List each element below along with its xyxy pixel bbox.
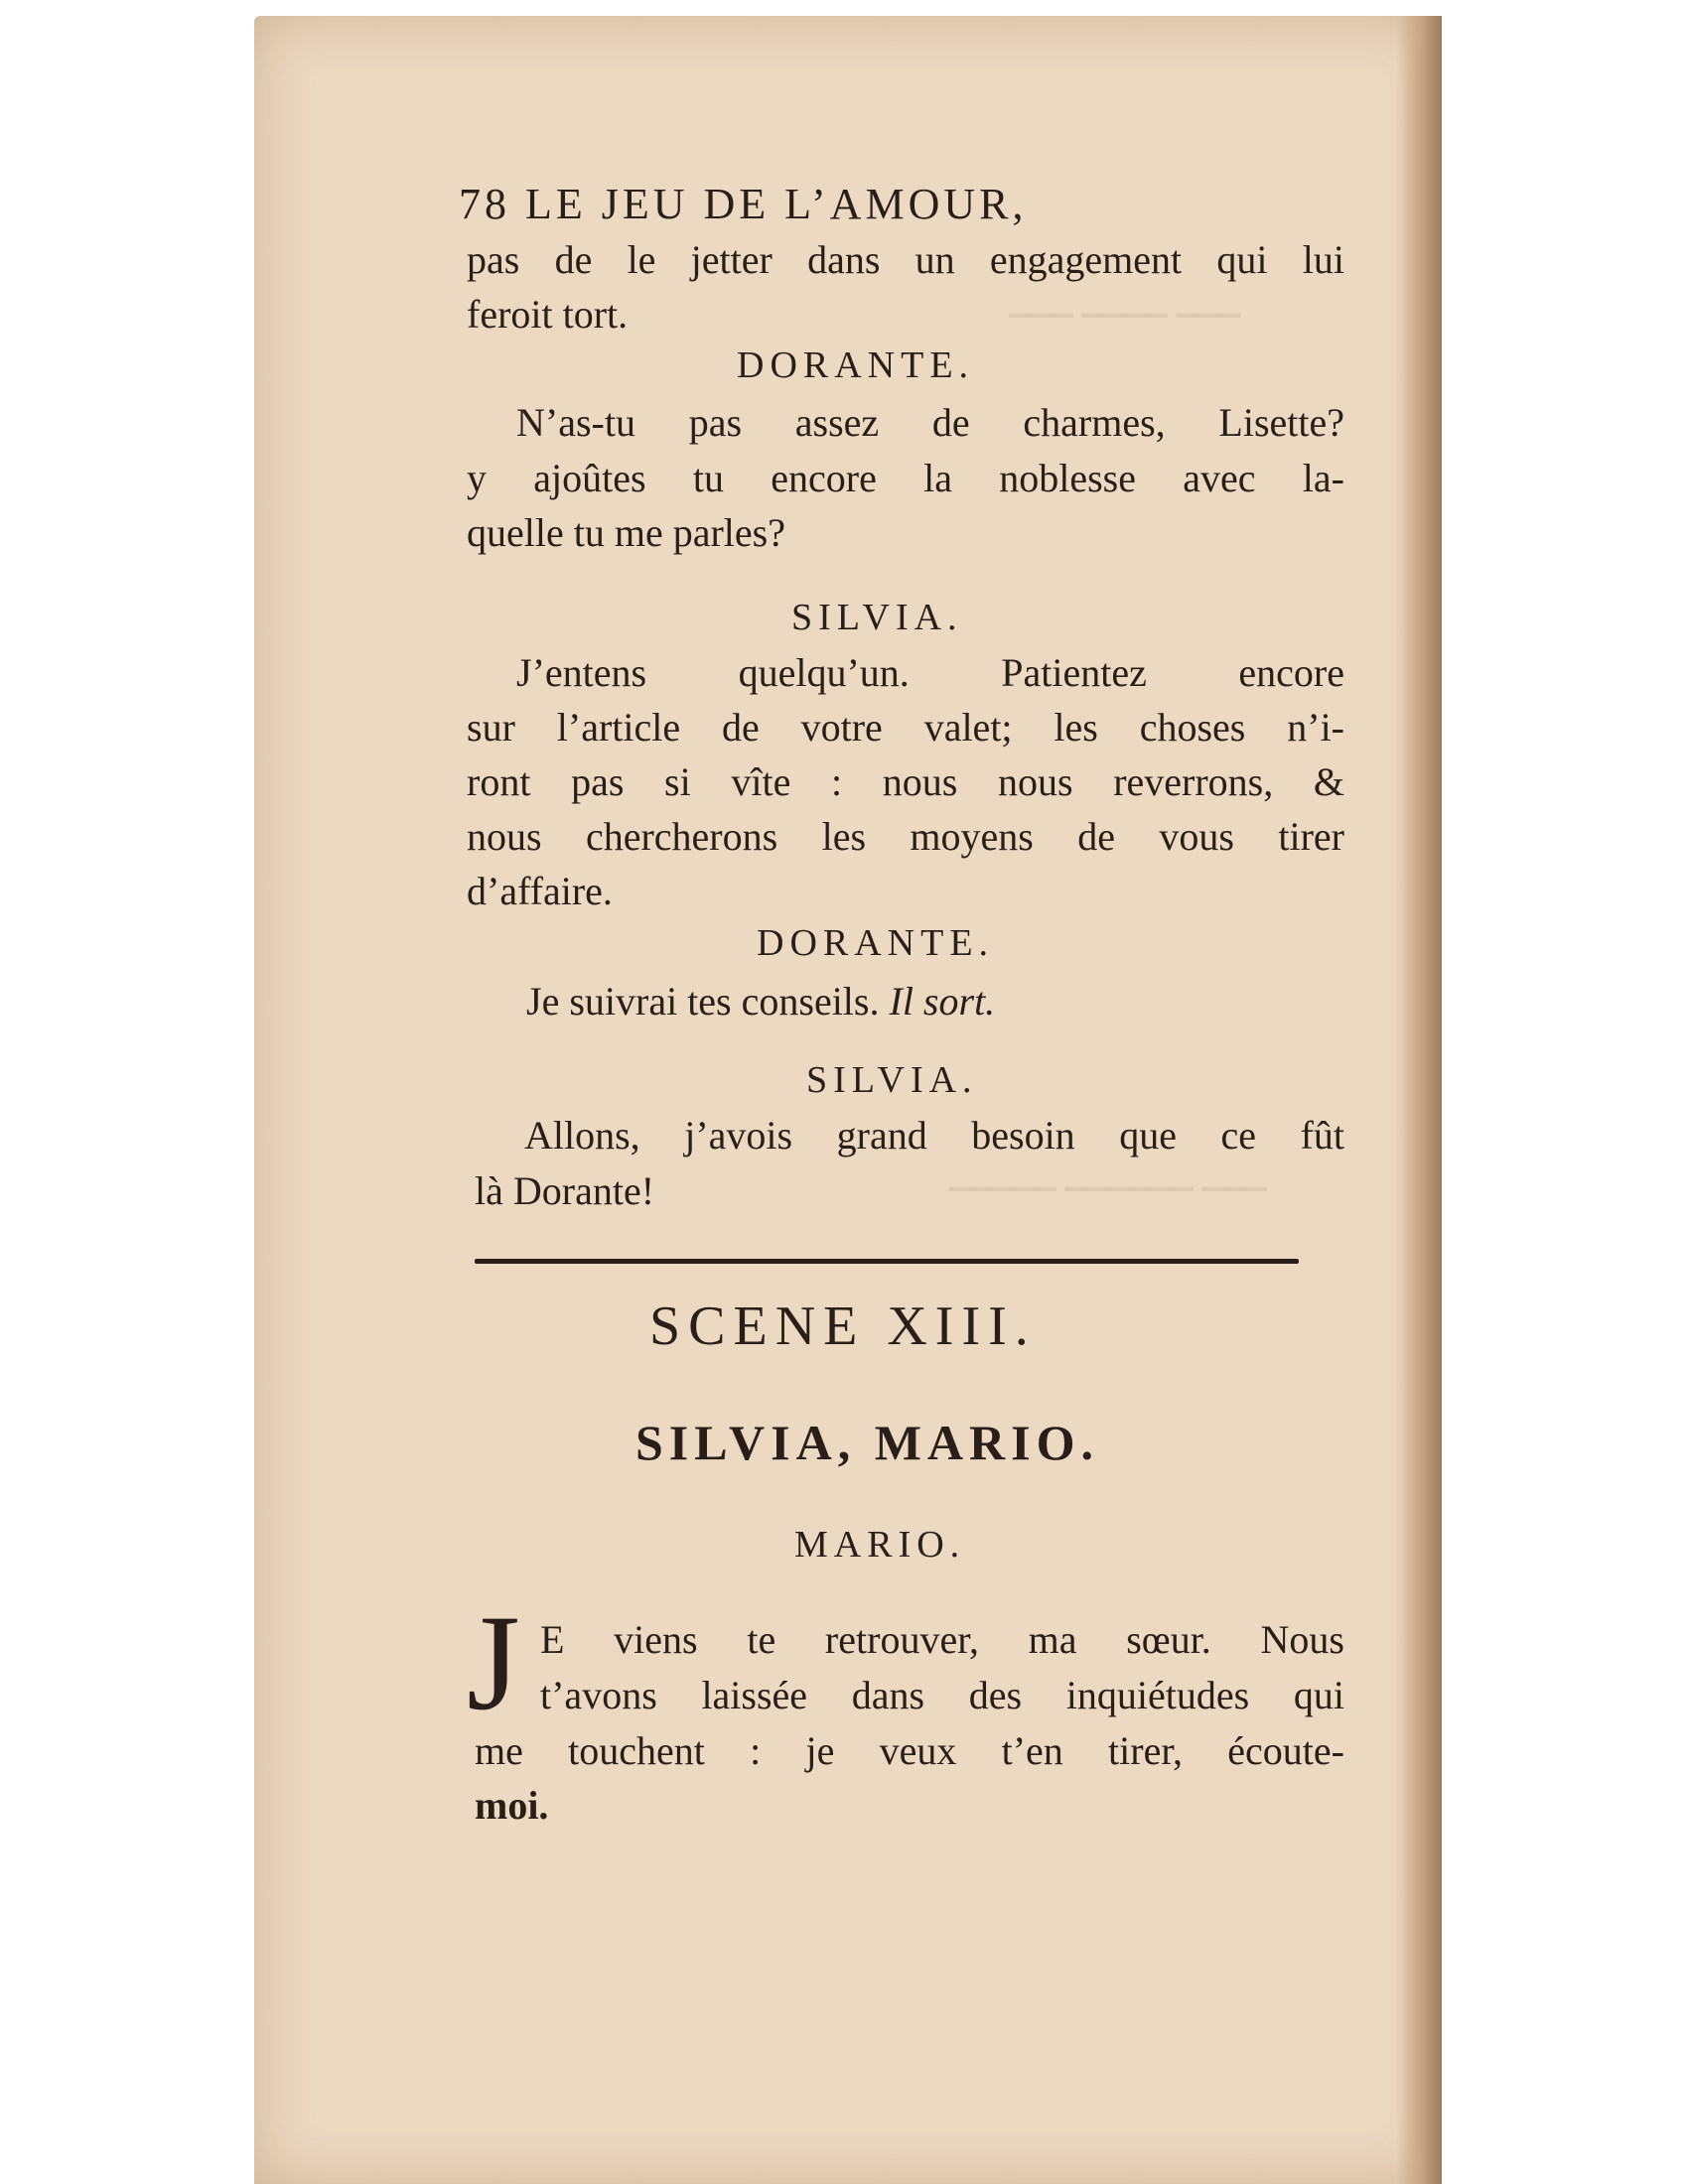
show-through-texture: ▔▔▔▔▔ ▔▔▔▔▔▔ ▔▔▔ — [949, 1187, 1267, 1220]
speaker-name: MARIO. — [794, 1524, 966, 1566]
text-line: N’as-tu pas assez de charmes, Lisette? — [516, 400, 1344, 445]
text-line: ront pas si vîte : nous nous reverrons, & — [467, 759, 1344, 804]
dialogue-text: Je suivrai tes conseils. — [526, 979, 880, 1024]
cast-list: SILVIA, MARIO. — [635, 1415, 1099, 1470]
section-divider — [475, 1259, 1299, 1264]
show-through-texture: ▔▔▔ ▔▔▔▔ ▔▔▔ — [1009, 314, 1241, 346]
running-title: LE JEU DE L’AMOUR, — [525, 180, 1028, 228]
text-line: y ajoûtes tu encore la noblesse avec la- — [467, 456, 1344, 500]
text-line: nous chercherons les moyens de vous tirer — [467, 814, 1344, 859]
text-line: me touchent : je veux t’en tirer, écoute- — [475, 1728, 1344, 1773]
stage-direction: Il sort. — [889, 979, 996, 1024]
scene-title: SCENE XIII. — [649, 1296, 1037, 1357]
text-line: pas de le jetter dans un engagement qui lui — [467, 237, 1344, 282]
text-line: quelle tu me parles? — [467, 510, 785, 555]
page-header — [459, 179, 1027, 229]
text-line: feroit tort. — [467, 292, 629, 337]
text-line: J’entens quelqu’un. Patientez encore — [516, 650, 1344, 695]
text-line: d’affaire. — [467, 869, 613, 913]
speaker-name: SILVIA. — [806, 1059, 978, 1101]
text-line: là Dorante! — [475, 1168, 655, 1213]
text-line: sur l’article de votre valet; les choses n’i- — [467, 705, 1344, 750]
speaker-name: DORANTE. — [757, 922, 995, 964]
text-line: Allons, j’avois grand besoin que ce fût — [524, 1113, 1344, 1158]
text-line — [526, 978, 995, 1024]
page-number: 78 — [459, 180, 510, 228]
speaker-name: SILVIA. — [791, 597, 963, 638]
text-line: moi. — [475, 1783, 549, 1828]
text-line: E viens te retrouver, ma sœur. Nous — [540, 1617, 1344, 1662]
speaker-name: DORANTE. — [737, 344, 975, 386]
text-line: t’avons laissée dans des inquiétudes qui — [540, 1673, 1344, 1717]
drop-cap: J — [467, 1586, 520, 1738]
